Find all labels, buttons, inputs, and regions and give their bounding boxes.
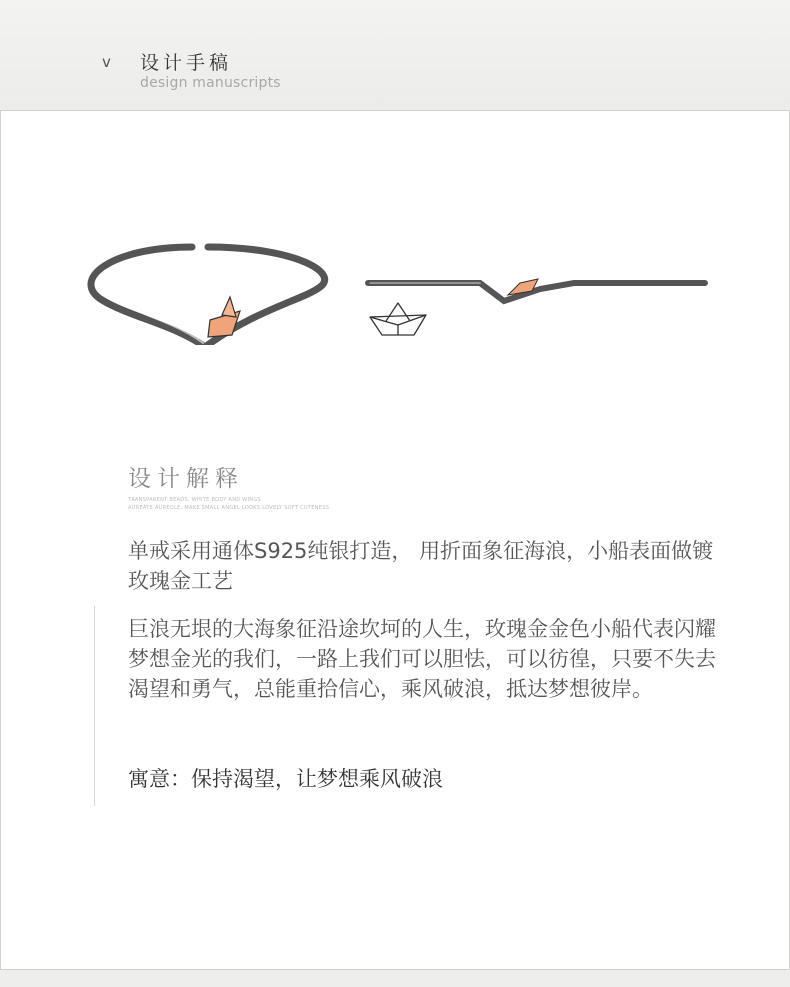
paper-boat-outline-icon (370, 303, 426, 335)
section-header-subtitle: design manuscripts (140, 75, 281, 91)
story-description: 巨浪无垠的大海象征沿途坎坷的人生，玫瑰金金色小船代表闪耀梦想金光的我们，一路上我们可以胆怯，可以彷徨，只要不失去渴望和勇气，总能重拾信心，乘风破浪，抵达梦想彼岸。 (128, 617, 716, 701)
decorative-caption-line2: AUREATE AUREOLE, MAKE SMALL ANGEL LOOKS LOVELY SOFT CUTENESS (128, 505, 330, 511)
material-description: 单戒采用通体S925纯银打造， 用折面象征海浪，小船表面做镀玫瑰金工艺 (128, 539, 714, 593)
decorative-caption-line1: TRANSPARENT BEADS, WHITE BODY AND WINGS (128, 497, 261, 503)
header-banner (0, 0, 790, 110)
meaning-line: 寓意：保持渴望，让梦想乘风破浪 (128, 767, 443, 791)
vertical-divider (94, 606, 95, 806)
ring-front-view (91, 247, 325, 345)
ring-side-view (368, 283, 705, 301)
section-header-title: 设计手稿 (140, 52, 233, 74)
chevron-down-icon: v (102, 53, 111, 71)
ring-sketch-illustration (80, 225, 720, 345)
design-explanation-title: 设计解释 (128, 466, 244, 492)
